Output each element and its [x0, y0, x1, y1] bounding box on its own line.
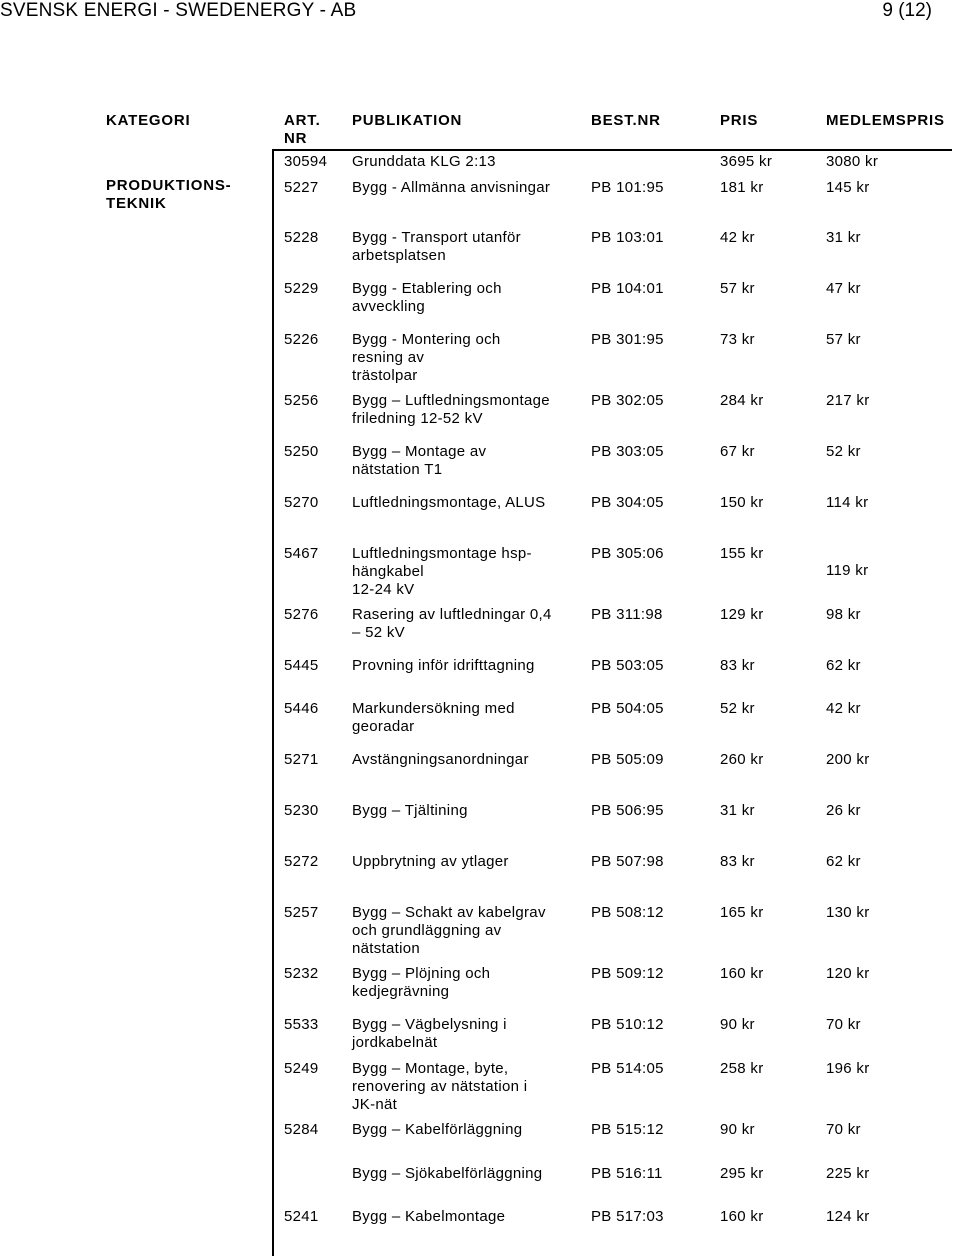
member-price-cell: 196 kr — [826, 1060, 870, 1077]
publication-cell: Bygg – Tjältining — [352, 802, 468, 819]
publication-cell: Grunddata KLG 2:13 — [352, 153, 496, 170]
art-nr-cell: 5276 — [284, 606, 319, 623]
best-nr-cell: PB 504:05 — [591, 700, 664, 717]
art-nr-cell: 5227 — [284, 179, 319, 196]
member-price-cell: 62 kr — [826, 657, 861, 674]
price-cell: 90 kr — [720, 1016, 755, 1033]
best-nr-cell: PB 505:09 — [591, 751, 664, 768]
member-price-cell: 62 kr — [826, 853, 861, 870]
publication-cell: Markundersökning med georadar — [352, 700, 515, 735]
price-cell: 160 kr — [720, 965, 764, 982]
art-nr-cell: 5229 — [284, 280, 319, 297]
best-nr-cell: PB 302:05 — [591, 392, 664, 409]
price-cell: 181 kr — [720, 179, 764, 196]
member-price-cell: 3080 kr — [826, 153, 879, 170]
best-nr-cell: PB 514:05 — [591, 1060, 664, 1077]
best-nr-cell: PB 517:03 — [591, 1208, 664, 1225]
member-price-cell: 57 kr — [826, 331, 861, 348]
column-divider — [272, 149, 274, 1256]
company-header: SVENSK ENERGI - SWEDENERGY - AB — [0, 0, 357, 21]
price-cell: 129 kr — [720, 606, 764, 623]
art-nr-cell: 5241 — [284, 1208, 319, 1225]
price-cell: 83 kr — [720, 657, 755, 674]
art-nr-cell: 5445 — [284, 657, 319, 674]
publication-cell: Bygg – Plöjning och kedjegrävning — [352, 965, 491, 1000]
member-price-cell: 98 kr — [826, 606, 861, 623]
best-nr-cell: PB 507:98 — [591, 853, 664, 870]
price-cell: 31 kr — [720, 802, 755, 819]
publication-cell: Bygg - Etablering och avveckling — [352, 280, 502, 315]
publication-cell: Bygg – Vägbelysning i jordkabelnät — [352, 1016, 507, 1051]
price-cell: 73 kr — [720, 331, 755, 348]
publication-cell: Bygg – Sjökabelförläggning — [352, 1165, 543, 1182]
publication-cell: Bygg - Transport utanför arbetsplatsen — [352, 229, 521, 264]
best-nr-cell: PB 104:01 — [591, 280, 664, 297]
best-nr-cell: PB 304:05 — [591, 494, 664, 511]
best-nr-cell: PB 506:95 — [591, 802, 664, 819]
member-price-cell: 52 kr — [826, 443, 861, 460]
best-nr-cell: PB 515:12 — [591, 1121, 664, 1138]
best-nr-cell: PB 305:06 — [591, 545, 664, 562]
publication-cell: Rasering av luftledningar 0,4 – 52 kV — [352, 606, 552, 641]
price-cell: 90 kr — [720, 1121, 755, 1138]
publication-cell: Luftledningsmontage, ALUS — [352, 494, 546, 511]
price-cell: 42 kr — [720, 229, 755, 246]
art-nr-cell: 5226 — [284, 331, 319, 348]
price-cell: 155 kr — [720, 545, 764, 562]
best-nr-cell: PB 303:05 — [591, 443, 664, 460]
member-price-cell: 217 kr — [826, 392, 870, 409]
price-cell: 67 kr — [720, 443, 755, 460]
best-nr-cell: PB 516:11 — [591, 1165, 663, 1182]
publication-cell: Bygg – Montage, byte, renovering av nätstation i JK-nät — [352, 1060, 528, 1113]
member-price-cell: 119 kr — [826, 562, 869, 579]
member-price-cell: 120 kr — [826, 965, 870, 982]
best-nr-cell: PB 101:95 — [591, 179, 664, 196]
art-nr-cell: 5232 — [284, 965, 319, 982]
art-nr-cell: 5256 — [284, 392, 319, 409]
column-header-art-nr: ART. NR — [284, 112, 321, 147]
price-cell: 3695 kr — [720, 153, 773, 170]
price-cell: 258 kr — [720, 1060, 764, 1077]
art-nr-cell: 5270 — [284, 494, 319, 511]
member-price-cell: 70 kr — [826, 1121, 861, 1138]
art-nr-cell: 5271 — [284, 751, 319, 768]
member-price-cell: 47 kr — [826, 280, 861, 297]
column-header-publikation: PUBLIKATION — [352, 112, 463, 129]
art-nr-cell: 30594 — [284, 153, 328, 170]
member-price-cell: 130 kr — [826, 904, 870, 921]
member-price-cell: 31 kr — [826, 229, 861, 246]
column-header-medlemspris: MEDLEMSPRIS — [826, 112, 945, 129]
price-cell: 83 kr — [720, 853, 755, 870]
member-price-cell: 200 kr — [826, 751, 870, 768]
price-cell: 160 kr — [720, 1208, 764, 1225]
art-nr-cell: 5228 — [284, 229, 319, 246]
member-price-cell: 42 kr — [826, 700, 861, 717]
price-cell: 165 kr — [720, 904, 764, 921]
publication-cell: Luftledningsmontage hsp- hängkabel 12-24 kV — [352, 545, 532, 598]
art-nr-cell: 5250 — [284, 443, 319, 460]
publication-cell: Avstängningsanordningar — [352, 751, 529, 768]
category-label: PRODUKTIONS- TEKNIK — [106, 177, 232, 212]
publication-cell: Bygg – Schakt av kabelgrav och grundläggning av nätstation — [352, 904, 546, 957]
publication-cell: Bygg - Montering och resning av trästolpar — [352, 331, 501, 384]
price-cell: 150 kr — [720, 494, 764, 511]
art-nr-cell: 5446 — [284, 700, 319, 717]
member-price-cell: 124 kr — [826, 1208, 870, 1225]
best-nr-cell: PB 510:12 — [591, 1016, 664, 1033]
member-price-cell: 114 kr — [826, 494, 869, 511]
price-cell: 52 kr — [720, 700, 755, 717]
column-header-best-nr: BEST.NR — [591, 112, 661, 129]
publication-cell: Bygg – Kabelförläggning — [352, 1121, 523, 1138]
page-number: 9 (12) — [882, 0, 932, 21]
publication-cell: Bygg – Kabelmontage — [352, 1208, 506, 1225]
price-cell: 260 kr — [720, 751, 764, 768]
member-price-cell: 26 kr — [826, 802, 861, 819]
column-header-pris: PRIS — [720, 112, 759, 129]
best-nr-cell: PB 509:12 — [591, 965, 664, 982]
publication-cell: Bygg - Allmänna anvisningar — [352, 179, 551, 196]
column-header-kategori: KATEGORI — [106, 112, 191, 129]
art-nr-cell: 5230 — [284, 802, 319, 819]
member-price-cell: 225 kr — [826, 1165, 870, 1182]
price-cell: 295 kr — [720, 1165, 764, 1182]
art-nr-cell: 5284 — [284, 1121, 319, 1138]
price-cell: 57 kr — [720, 280, 755, 297]
publication-cell: Bygg – Luftledningsmontage friledning 12-52 kV — [352, 392, 550, 427]
publication-cell: Bygg – Montage av nätstation T1 — [352, 443, 487, 478]
member-price-cell: 145 kr — [826, 179, 870, 196]
publication-cell: Uppbrytning av ytlager — [352, 853, 509, 870]
best-nr-cell: PB 508:12 — [591, 904, 664, 921]
art-nr-cell: 5257 — [284, 904, 319, 921]
best-nr-cell: PB 503:05 — [591, 657, 664, 674]
header-divider — [272, 149, 952, 151]
art-nr-cell: 5249 — [284, 1060, 319, 1077]
art-nr-cell: 5533 — [284, 1016, 319, 1033]
price-cell: 284 kr — [720, 392, 764, 409]
best-nr-cell: PB 311:98 — [591, 606, 663, 623]
art-nr-cell: 5467 — [284, 545, 319, 562]
member-price-cell: 70 kr — [826, 1016, 861, 1033]
publication-cell: Provning inför idrifttagning — [352, 657, 535, 674]
best-nr-cell: PB 301:95 — [591, 331, 664, 348]
best-nr-cell: PB 103:01 — [591, 229, 664, 246]
art-nr-cell: 5272 — [284, 853, 319, 870]
